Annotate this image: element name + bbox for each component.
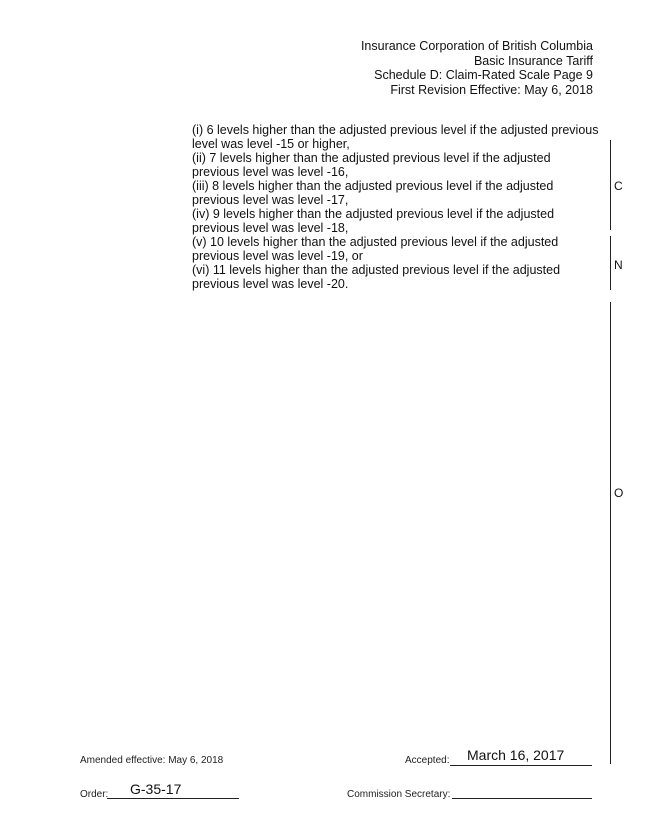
- body-line: level was level -15 or higher,: [192, 137, 350, 151]
- commission-secretary-signature-line: [452, 798, 592, 799]
- revision-bar-changed: [610, 140, 611, 230]
- order-signature-line: [107, 798, 239, 799]
- body-line: (vi) 11 levels higher than the adjusted previous level if the adjusted: [192, 263, 561, 277]
- order-number: G-35-17: [130, 781, 182, 797]
- body-line: previous level was level -19, or: [192, 249, 363, 263]
- body-line: previous level was level -17,: [192, 193, 349, 207]
- revision-bar-new: [610, 236, 611, 290]
- body-line: previous level was level -20.: [192, 277, 349, 291]
- revision-mark-omitted: O: [614, 486, 624, 500]
- document-header: [233, 39, 593, 97]
- revision-bar-omitted: [610, 302, 611, 764]
- amended-effective: Amended effective: May 6, 2018: [80, 755, 224, 766]
- body-text: [192, 123, 602, 291]
- header-company: Insurance Corporation of British Columbia: [360, 39, 593, 53]
- accepted-label: Accepted:: [405, 755, 450, 766]
- body-line: (iv) 9 levels higher than the adjusted previous level if the adjusted: [192, 207, 555, 221]
- order-label: Order:: [80, 789, 109, 800]
- header-schedule: Schedule D: Claim-Rated Scale Page 9: [374, 68, 593, 82]
- body-line: (v) 10 levels higher than the adjusted previous level if the adjusted: [192, 235, 559, 249]
- revision-mark-new: N: [614, 258, 623, 272]
- accepted-date: March 16, 2017: [467, 747, 565, 763]
- body-line: previous level was level -18,: [192, 221, 349, 235]
- header-tariff: Basic Insurance Tariff: [473, 53, 593, 68]
- accepted-signature-line: [450, 765, 592, 766]
- body-line: (iii) 8 levels higher than the adjusted previous level if the adjusted: [192, 179, 554, 193]
- body-line: previous level was level -16,: [192, 165, 349, 179]
- commission-secretary-label: Commission Secretary:: [347, 789, 451, 800]
- body-line: (ii) 7 levels higher than the adjusted previous level if the adjusted: [192, 151, 551, 165]
- revision-mark-changed: C: [614, 179, 623, 193]
- body-line: (i) 6 levels higher than the adjusted previous level if the adjusted previous: [192, 123, 599, 137]
- header-revision: First Revision Effective: May 6, 2018: [390, 82, 593, 97]
